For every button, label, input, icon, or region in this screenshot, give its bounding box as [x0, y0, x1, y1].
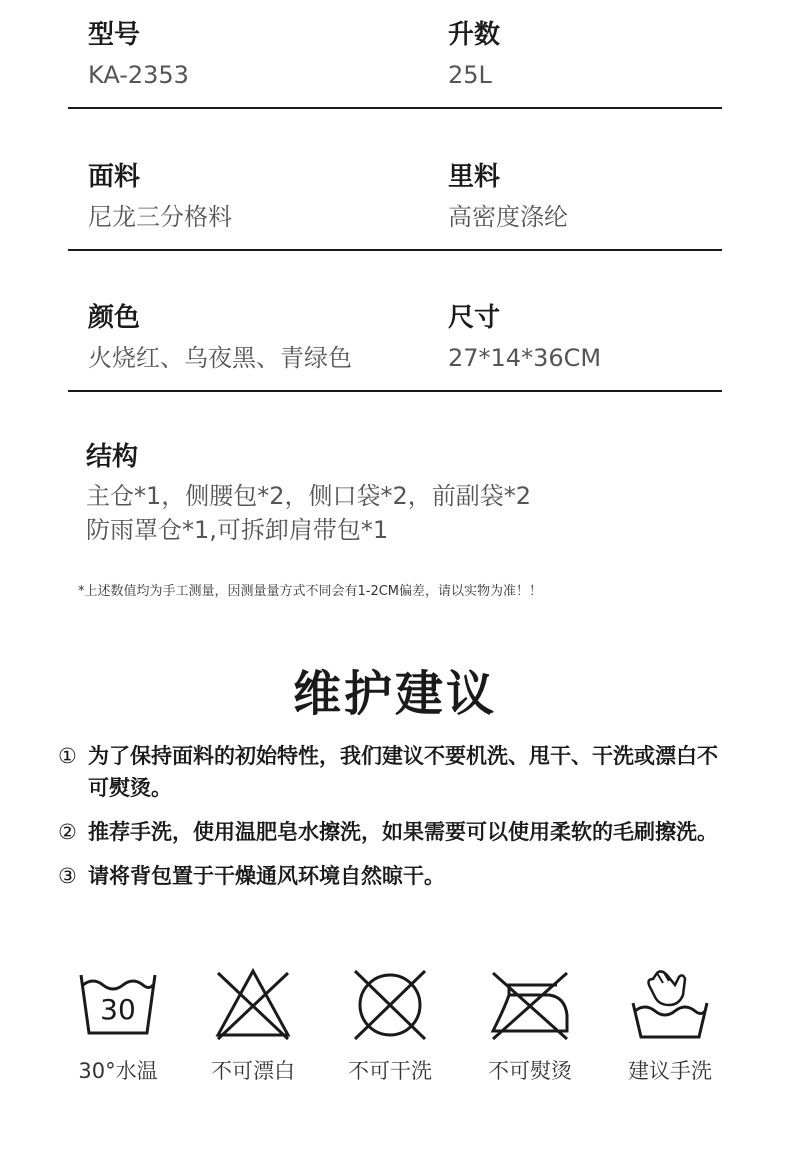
divider — [68, 107, 722, 109]
structure-line-1: 主仓*1，侧腰包*2，侧口袋*2，前副袋*2 — [86, 482, 532, 510]
spec-value-model: KA-2353 — [88, 61, 189, 89]
care-item-hand-wash — [600, 965, 740, 1085]
tip-text: 推荐手洗，使用温肥皂水擦洗，如果需要可以使用柔软的毛刷擦洗。 — [88, 820, 718, 844]
tip-item — [58, 816, 738, 848]
structure-block — [86, 440, 531, 546]
tip-item — [58, 860, 738, 892]
structure-label: 结构 — [86, 442, 139, 472]
care-item-no-bleach — [183, 965, 323, 1085]
measurement-note: *上述数值均为手工测量，因测量量方式不同会有1-2CM偏差，请以实物为准！！ — [78, 584, 543, 599]
tip-number: ① — [58, 744, 77, 768]
no-bleach-icon — [210, 965, 296, 1045]
care-caption: 不可漂白 — [211, 1059, 295, 1083]
tip-item — [58, 740, 738, 804]
care-tips — [58, 740, 738, 904]
tip-number: ③ — [58, 864, 77, 888]
care-item-no-iron — [460, 965, 600, 1085]
spec-value-fabric: 尼龙三分格料 — [88, 203, 232, 231]
tip-text: 请将背包置于干燥通风环境自然晾干。 — [88, 864, 445, 888]
no-dry-clean-icon — [347, 965, 433, 1045]
spec-row-color — [68, 301, 722, 393]
divider — [68, 249, 722, 251]
tip-text: 为了保持面料的初始特性，我们建议不要机洗、甩干、干洗或漂白不可熨烫。 — [88, 744, 718, 800]
care-caption: 不可干洗 — [348, 1059, 432, 1083]
wash-temperature: 30 — [100, 993, 136, 1026]
spec-value-size: 27*14*36CM — [448, 344, 602, 372]
tip-number: ② — [58, 820, 77, 844]
spec-row-model — [68, 18, 722, 110]
care-caption: 建议手洗 — [628, 1059, 712, 1083]
spec-label-color: 颜色 — [88, 303, 141, 333]
wash-30-icon — [75, 965, 161, 1045]
structure-line-2: 防雨罩仓*1,可拆卸肩带包*1 — [86, 516, 389, 544]
care-item-wash — [48, 965, 188, 1085]
spec-value-capacity: 25L — [448, 61, 492, 89]
spec-label-capacity: 升数 — [448, 20, 501, 50]
care-item-no-dry-clean — [320, 965, 460, 1085]
care-icons — [0, 965, 790, 1095]
divider — [68, 390, 722, 392]
care-caption: 30°水温 — [78, 1059, 158, 1083]
spec-value-lining: 高密度涤纶 — [448, 203, 568, 231]
hand-wash-icon — [627, 965, 713, 1045]
no-iron-icon — [487, 965, 573, 1045]
spec-row-material — [68, 160, 722, 252]
spec-label-size: 尺寸 — [448, 303, 501, 333]
spec-label-lining: 里料 — [448, 162, 501, 192]
spec-value-color: 火烧红、乌夜黑、青绿色 — [88, 344, 352, 372]
spec-label-model: 型号 — [88, 20, 141, 50]
spec-label-fabric: 面料 — [88, 162, 141, 192]
care-caption: 不可熨烫 — [488, 1059, 572, 1083]
section-title: 维护建议 — [292, 666, 497, 722]
